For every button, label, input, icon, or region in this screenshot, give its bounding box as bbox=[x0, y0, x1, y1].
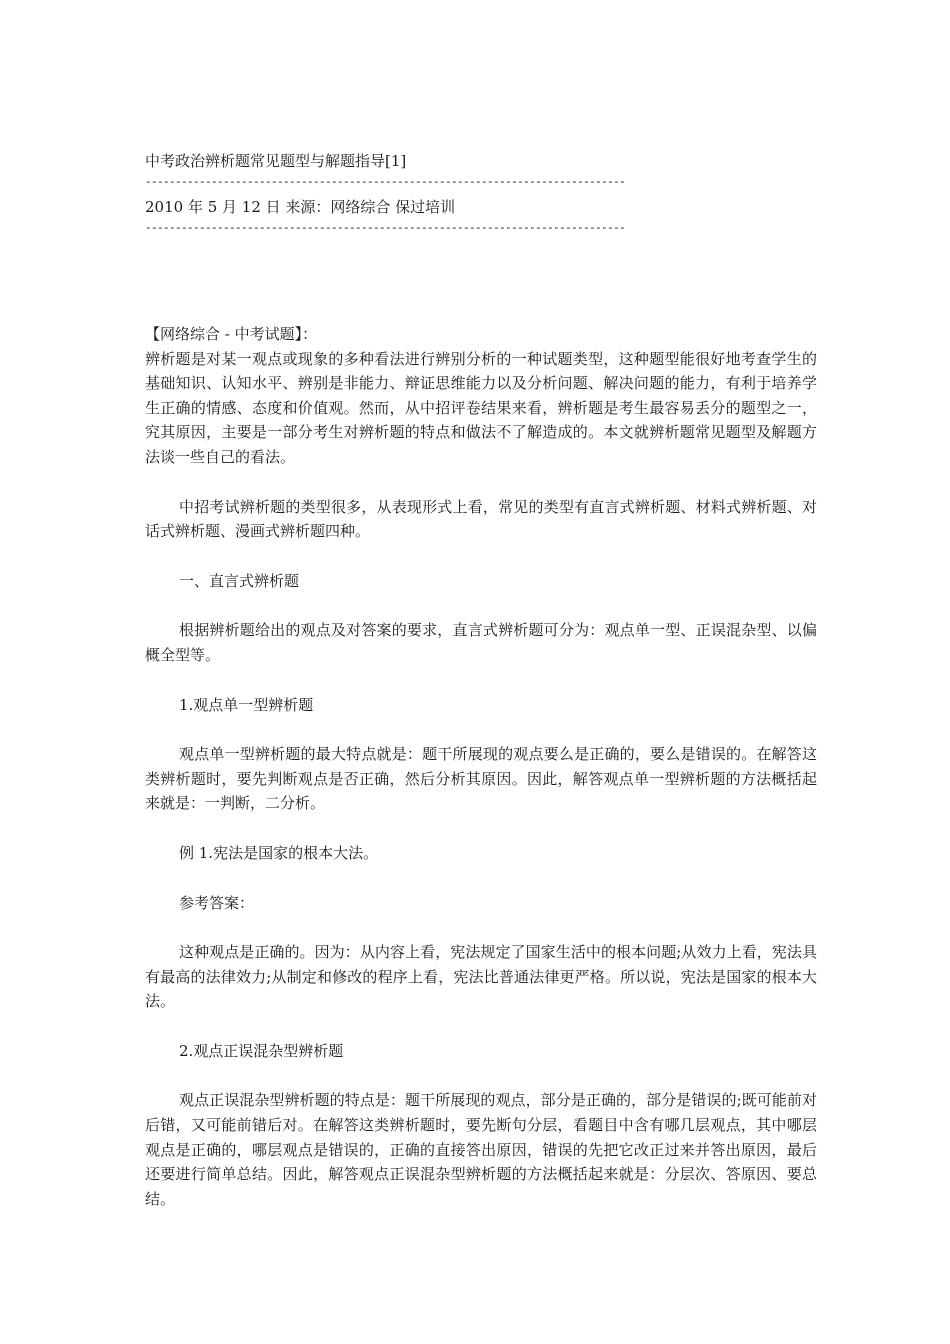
document-header bbox=[145, 150, 815, 242]
section-heading-1: 一、直言式辨析题 bbox=[179, 571, 300, 590]
answer-paragraph: 这种观点是正确的。因为：从内容上看，宪法规定了国家生活中的根本问题;从效力上看，宪法具有最高的法律效力;从制定和修改的程序上看，宪法比普通法律更严格。所以说，宪法是国家的根本大法。 bbox=[145, 943, 817, 1011]
intro-paragraph: 辨析题是对某一观点或现象的多种看法进行辨别分析的一种试题类型，这种题型能很好地考查学生的基础知识、认知水平、辨别是非能力、辩证思维能力以及分析问题、解决问题的能力，有利于培养学生正确的情感、态度和价值观。然而，从中招评卷结果来看，辨析题是考生最容易丢分的题型之一，究其原因，主要是一部分考生对辨析题的特点和做法不了解造成的。本文就辨析题常见题型及解题方法谈一些自己的看法。 bbox=[145, 349, 817, 466]
subsection-heading-2: 2.观点正误混杂型辨析题 bbox=[179, 1041, 344, 1060]
article-body bbox=[145, 322, 817, 1236]
example-1: 例 1.宪法是国家的根本大法。 bbox=[179, 843, 379, 862]
separator-line: -------------------------------------------------------------------------------- bbox=[145, 177, 626, 189]
reference-answer-label: 参考答案： bbox=[179, 893, 255, 912]
types-paragraph: 中招考试辨析题的类型很多，从表现形式上看，常见的类型有直言式辨析题、材料式辨析题、对话式辨析题、漫画式辨析题四种。 bbox=[145, 497, 817, 541]
single-view-paragraph: 观点单一型辨析题的最大特点就是：题干所展现的观点要么是正确的，要么是错误的。在解答这类辨析题时，要先判断观点是否正确，然后分析其原因。因此，解答观点单一型辨析题的方法概括起来就是：一判断，二分析。 bbox=[145, 745, 817, 813]
article-title: 中考政治辨析题常见题型与解题指导[1] bbox=[145, 152, 407, 170]
separator-line: -------------------------------------------------------------------------------- bbox=[145, 223, 626, 235]
mixed-view-paragraph: 观点正误混杂型辨析题的特点是：题干所展现的观点，部分是正确的，部分是错误的;既可能前对后错，又可能前错后对。在解答这类辨析题时，要先断句分层，看题目中含有哪几层观点，其中哪层观点是正确的，哪层观点是错误的，正确的直接答出原因，错误的先把它改正过来并答出原因，最后还要进行简单总结。因此，解答观点正误混杂型辨析题的方法概括起来就是：分层次、答原因、要总结。 bbox=[145, 1091, 817, 1208]
classification-paragraph: 根据辨析题给出的观点及对答案的要求，直言式辨析题可分为：观点单一型、正误混杂型、以偏概全型等。 bbox=[145, 621, 817, 664]
article-meta: 2010 年 5 月 12 日 来源：网络综合 保过培训 bbox=[145, 198, 456, 216]
subsection-heading-1: 1.观点单一型辨析题 bbox=[179, 695, 314, 714]
source-tag: 【网络综合 - 中考试题】： bbox=[145, 325, 318, 343]
